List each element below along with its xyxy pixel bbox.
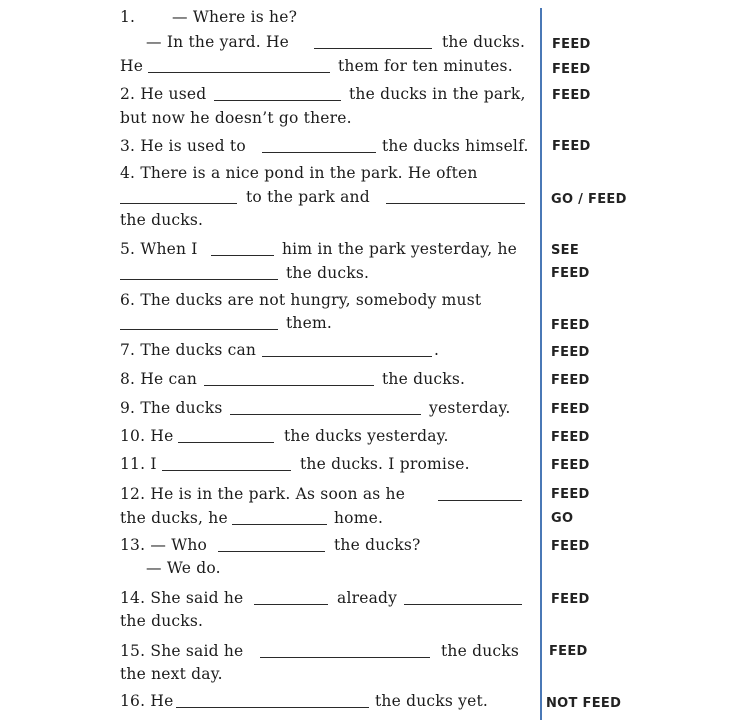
exercise-text: 12. He is in the park. As soon as he [120, 485, 406, 503]
verb-hint: FEED [551, 539, 590, 554]
answer-blank[interactable] [232, 524, 327, 525]
exercise-text: to the park and [246, 188, 370, 206]
answer-blank[interactable] [404, 604, 522, 605]
exercise-text: . [434, 341, 440, 359]
verb-hint: FEED [552, 37, 591, 52]
exercise-text: the ducks. [120, 612, 204, 630]
exercise-text: 9. The ducks [120, 399, 223, 417]
answer-blank[interactable] [178, 442, 274, 443]
verb-hint: FEED [551, 402, 590, 417]
exercise-text: 11. I [120, 455, 157, 473]
exercise-text: the ducks. I promise. [300, 455, 470, 473]
answer-blank[interactable] [120, 329, 278, 330]
column-divider [540, 8, 542, 720]
answer-blank[interactable] [176, 707, 369, 708]
answer-blank[interactable] [386, 203, 525, 204]
answer-blank[interactable] [162, 470, 291, 471]
exercise-text: 1. [120, 8, 136, 26]
exercise-text: 3. He is used to [120, 137, 246, 155]
exercise-text: but now he doesn’t go there. [120, 109, 352, 127]
exercise-text: the ducks. [120, 211, 204, 229]
verb-hint: FEED [551, 318, 590, 333]
exercise-text: 6. The ducks are not hungry, somebody must [120, 291, 482, 309]
exercise-text: the ducks yesterday. [284, 427, 449, 445]
answer-blank[interactable] [314, 48, 432, 49]
answer-blank[interactable] [211, 255, 274, 256]
answer-blank[interactable] [214, 100, 341, 101]
exercise-text: 8. He can [120, 370, 198, 388]
answer-blank[interactable] [262, 356, 432, 357]
exercise-text: the ducks [441, 642, 520, 660]
verb-hint: GO / FEED [551, 192, 627, 207]
exercise-text: — Where is he? [172, 8, 298, 26]
answer-blank[interactable] [204, 385, 374, 386]
exercise-text: the ducks. [286, 264, 370, 282]
verb-hint: NOT FEED [546, 696, 622, 711]
exercise-text: the ducks? [334, 536, 421, 554]
exercise-text: 5. When I [120, 240, 198, 258]
verb-hint: FEED [552, 62, 591, 77]
answer-blank[interactable] [230, 414, 421, 415]
exercise-text: the ducks yet. [375, 692, 489, 710]
exercise-text: them for ten minutes. [338, 57, 513, 75]
exercise-text: 4. There is a nice pond in the park. He often [120, 164, 478, 182]
answer-blank[interactable] [148, 72, 330, 73]
exercise-text: 7. The ducks can [120, 341, 257, 359]
verb-hint: FEED [551, 266, 590, 281]
exercise-text: yesterday. [429, 399, 511, 417]
exercise-text: the ducks. [442, 33, 526, 51]
exercise-text: 16. He [120, 692, 174, 710]
verb-hint: SEE [551, 243, 580, 258]
exercise-text: the ducks in the park, [349, 85, 526, 103]
exercise-text: 14. She said he [120, 589, 244, 607]
exercise-text: the ducks. [382, 370, 466, 388]
verb-hint: FEED [551, 458, 590, 473]
exercise-text: home. [334, 509, 384, 527]
verb-hint: FEED [551, 487, 590, 502]
exercise-text: — In the yard. He [146, 33, 290, 51]
verb-hint: FEED [552, 88, 591, 103]
answer-blank[interactable] [120, 279, 278, 280]
exercise-text: the ducks himself. [382, 137, 529, 155]
answer-blank[interactable] [262, 152, 376, 153]
exercise-text: 15. She said he [120, 642, 244, 660]
exercise-text: 10. He [120, 427, 174, 445]
answer-blank[interactable] [120, 203, 237, 204]
exercise-text: He [120, 57, 144, 75]
verb-hint: FEED [551, 373, 590, 388]
exercise-text: the next day. [120, 665, 223, 683]
answer-blank[interactable] [254, 604, 328, 605]
exercise-text: him in the park yesterday, he [282, 240, 518, 258]
verb-hint: FEED [549, 644, 588, 659]
answer-blank[interactable] [218, 551, 325, 552]
verb-hint: FEED [552, 139, 591, 154]
exercise-text: them. [286, 314, 333, 332]
answer-blank[interactable] [260, 657, 430, 658]
verb-hint: FEED [551, 345, 590, 360]
verb-hint: GO [551, 511, 574, 526]
exercise-text: 13. — Who [120, 536, 208, 554]
exercise-text: already [337, 589, 398, 607]
verb-hint: FEED [551, 592, 590, 607]
exercise-text: 2. He used [120, 85, 207, 103]
answer-blank[interactable] [438, 500, 522, 501]
verb-hint: FEED [551, 430, 590, 445]
exercise-text: — We do. [146, 559, 221, 577]
exercise-text: the ducks, he [120, 509, 228, 527]
